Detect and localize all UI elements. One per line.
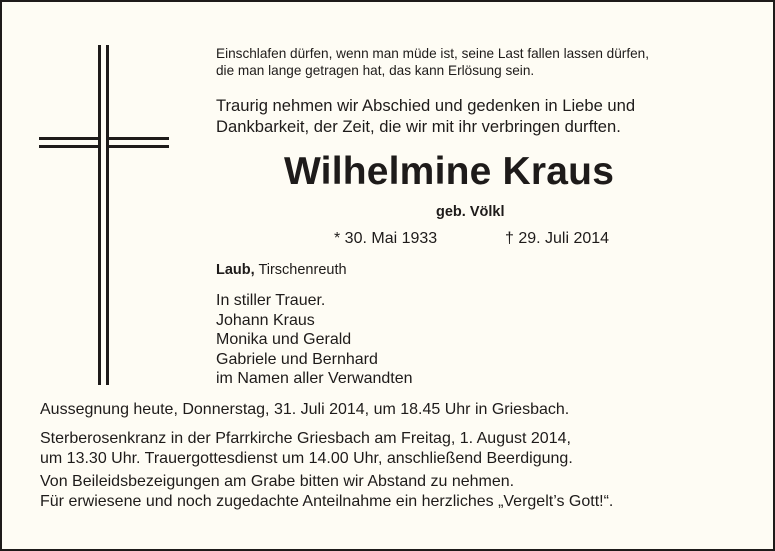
- mourner-line: Monika und Gerald: [216, 331, 352, 348]
- mourner-line: im Namen aller Verwandten: [216, 370, 413, 387]
- rosary-notice: [40, 429, 573, 468]
- poem-line: Einschlafen dürfen, wenn man müde ist, seine Last fallen lassen dürfen,: [216, 46, 649, 61]
- place: [216, 262, 347, 278]
- poem-line: die man lange getragen hat, das kann Erlösung sein.: [216, 63, 535, 78]
- birth-date: * 30. Mai 1933: [334, 230, 438, 247]
- maiden-name: geb. Völkl: [436, 204, 505, 220]
- rosary-line: Sterberosenkranz in der Pfarrkirche Griesbach am Freitag, 1. August 2014,: [40, 430, 571, 447]
- mourner-line: In stiller Trauer.: [216, 292, 326, 309]
- condolence-line: Für erwiesene und noch zugedachte Anteilnahme ein herzliches „Vergelt’s Gott!“.: [40, 492, 614, 510]
- blessing-notice: Aussegnung heute, Donnerstag, 31. Juli 2014, um 18.45 Uhr in Griesbach.: [40, 401, 570, 418]
- intro-text: [216, 95, 635, 137]
- rosary-line: um 13.30 Uhr. Trauergottesdienst um 14.00 Uhr, anschließend Beerdigung.: [40, 449, 573, 467]
- place-primary: Laub,: [216, 262, 255, 278]
- condolence-line: Von Beileidsbezeigungen am Grabe bitten wir Abstand zu nehmen.: [40, 473, 515, 490]
- intro-line: Traurig nehmen wir Abschied und gedenken in Liebe und: [216, 96, 636, 115]
- mourner-line: Gabriele und Bernhard: [216, 350, 378, 368]
- mourners-list: [216, 291, 413, 389]
- mourner-line: Johann Kraus: [216, 311, 315, 329]
- condolence-notice: [40, 472, 613, 511]
- place-secondary: Tirschenreuth: [254, 262, 347, 278]
- intro-line: Dankbarkeit, der Zeit, die wir mit ihr verbringen durften.: [216, 117, 621, 136]
- latin-cross-icon: [39, 45, 169, 385]
- poem-quote: [216, 45, 649, 79]
- deceased-name: Wilhelmine Kraus: [284, 150, 615, 193]
- death-date: † 29. Juli 2014: [505, 230, 610, 247]
